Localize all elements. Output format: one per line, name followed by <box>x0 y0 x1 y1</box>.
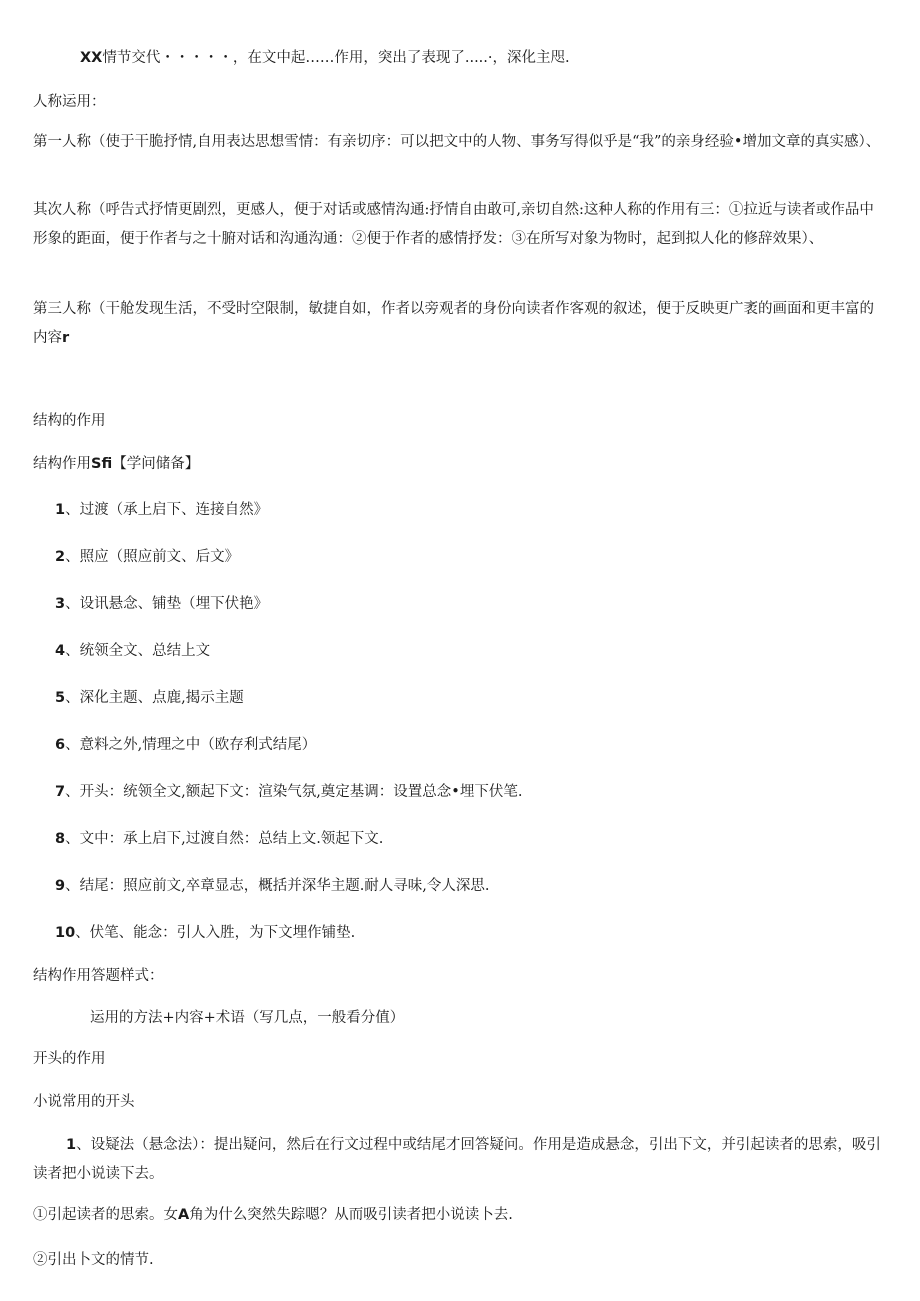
structure-item: 8、文中：承上启下,过渡自然：总结上文.领起下文. <box>55 831 384 847</box>
opening-point-2: ②引出卜文的情节. <box>33 1252 154 1268</box>
answer-formula: 运用的方法+内容+术语（写几点，一般看分值） <box>90 1010 405 1026</box>
structure-item: 5、深化主题、点鹿,揭示主题 <box>55 690 244 706</box>
structure-item: 2、照应（照应前文、后文》 <box>55 549 240 565</box>
structure-item: 7、开头：统领全文,额起下文：渲染气氛,奠定基调：设置总念•埋下伏笔. <box>55 784 523 800</box>
third-person-text: 第三人称（干舱发现生活，不受时空限制，敏捷自如，作者以旁观者的身份向读者作客观的叙述，便于反映更广袤的画面和更丰富的内容 <box>33 301 874 346</box>
structure-subheading: 结构作用Sfi【学问储备】 <box>33 456 200 472</box>
novel-opening-heading: 小说常用的开头 <box>33 1094 135 1110</box>
structure-sub-bold: Sfi <box>91 456 113 472</box>
opening-point-1: ①引起读者的思索。女A角为什么突然失踪嗯？从而吸引读者把小说读卜去. <box>33 1207 513 1223</box>
intro-text: 情节交代・・・・・，在文中起……作用，突出了表现了.....·，深化主咫. <box>102 50 570 66</box>
structure-item: 10、伏笔、能念：引人入胜，为下文埋作铺垫. <box>55 925 356 941</box>
first-person-paragraph: 第一人称（使于干脆抒情,自用表达思想雪情：有亲切序：可以把文中的人物、事务写得似乎是“我”的亲身经验•增加文章的真实感）、 <box>33 134 881 150</box>
third-person-end: r <box>62 330 70 346</box>
opening-item-1: 1、设疑法（悬念法）：提出疑问，然后在行文过程中或结尾才回答疑问。作用是造成悬念，引出下文，并引起读者的思索，吸引读者把小说读下去。 <box>33 1137 881 1182</box>
intro-bold: XX <box>80 50 103 66</box>
opening-heading: 开头的作用 <box>33 1051 106 1067</box>
structure-item: 1、过渡（承上启下、连接自然》 <box>55 502 269 518</box>
intro-line <box>80 44 920 73</box>
third-person-paragraph <box>33 295 885 353</box>
second-person-paragraph: 其次人称（呼告式抒情更剧烈，更感人，便于对话或感情沟通:抒情自由敢可,亲切自然:这种人称的作用有三：①拉近与读者或作品中形象的距面，便于作者与之十腑对话和沟通沟通：②便于作者的感情抒发：③在所写对象为物时，起到拟人化的修辞效果）、 <box>33 202 874 247</box>
structure-item: 9、结尾：照应前文,卒章显志，概括并深华主题.耐人寻味,令人深思. <box>55 878 490 894</box>
point-bold: A <box>178 1207 190 1223</box>
structure-item: 6、意料之外,情理之中（欧存利式结尾） <box>55 737 317 753</box>
structure-item: 3、设讯悬念、铺垫（埋下伏艳》 <box>55 596 269 612</box>
person-heading: 人称运用： <box>33 94 106 110</box>
structure-item: 4、统领全文、总结上文 <box>55 643 211 659</box>
answer-heading: 结构作用答题样式： <box>33 968 164 984</box>
structure-heading: 结构的作用 <box>33 413 106 429</box>
